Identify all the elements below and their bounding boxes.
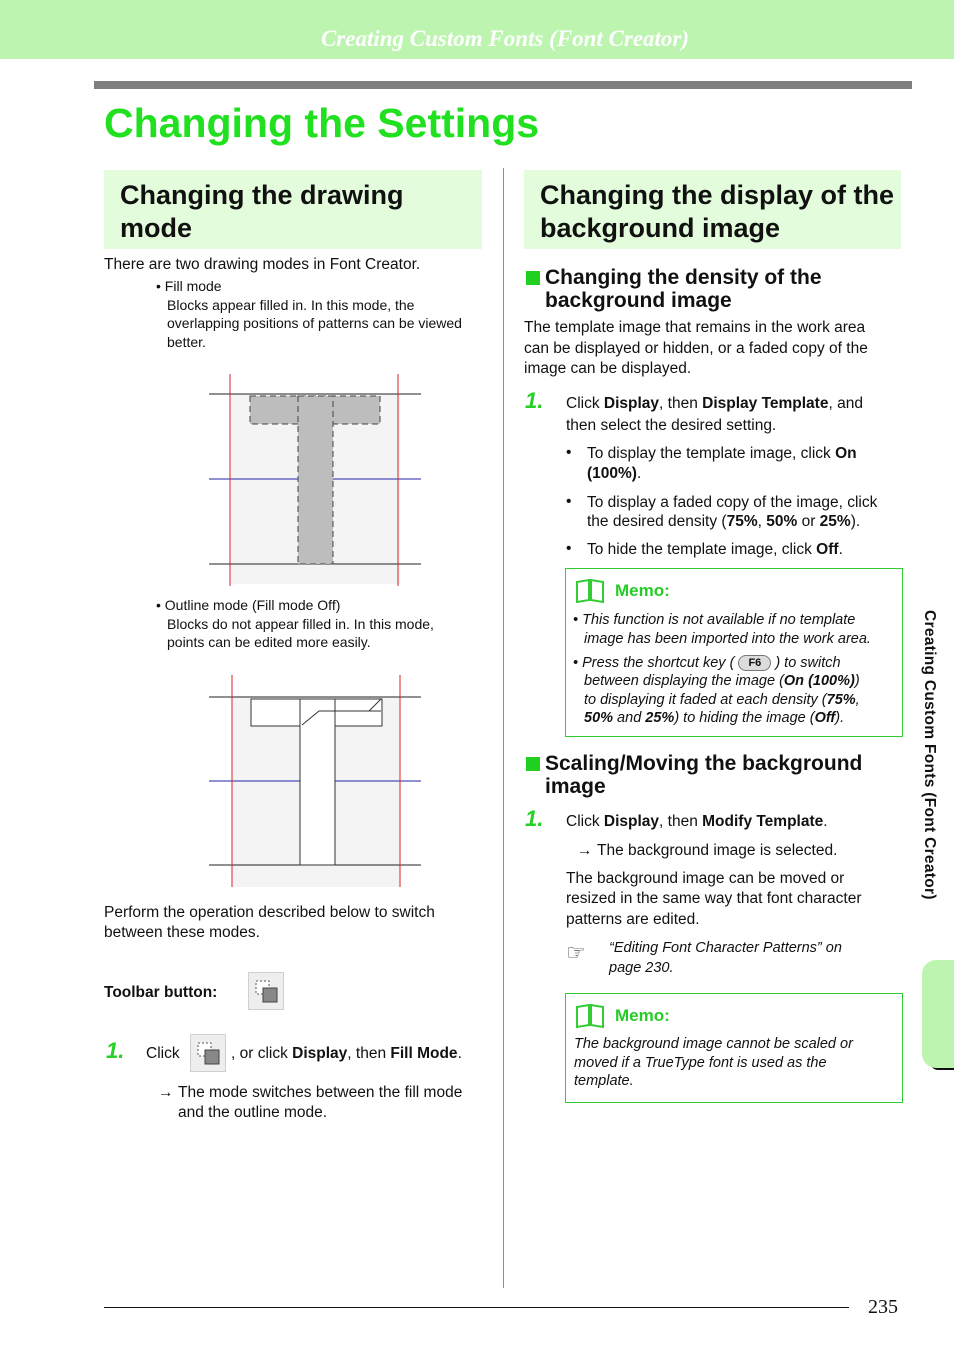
intro-text: There are two drawing modes in Font Creator. xyxy=(104,256,421,273)
fill-mode-illustration xyxy=(209,374,421,586)
header-title: Creating Custom Fonts (Font Creator) xyxy=(320,26,690,51)
memo-bullet-1-line2: image has been imported into the work area. xyxy=(584,631,871,647)
fill-mode-bullet: • Fill mode xyxy=(156,278,222,294)
section-heading-background-image xyxy=(524,170,901,249)
memo-title: Memo: xyxy=(615,1006,670,1025)
bullet-dot: • xyxy=(566,493,572,510)
f6-key: F6 xyxy=(738,655,771,671)
subheading-marker xyxy=(526,271,540,285)
density-para-3: image can be displayed. xyxy=(524,360,692,377)
outline-mode-illustration xyxy=(209,675,421,887)
book-icon xyxy=(575,578,605,604)
memo2-line-3: template. xyxy=(574,1073,634,1089)
memo-bullet-2: • Press the shortcut key ( F6 ) to switch xyxy=(573,655,841,671)
result-arrow: → xyxy=(158,1084,174,1101)
footer-rule xyxy=(104,1307,849,1308)
side-tab-label: Creating Custom Fonts (Font Creator) xyxy=(921,610,938,900)
side-tab[interactable] xyxy=(922,960,954,1068)
bullet-on-100-line2: (100%). xyxy=(587,465,642,482)
bullet-dot: • xyxy=(566,444,572,461)
step2-instruction: Click Display, then Modify Template. xyxy=(566,813,828,830)
fill-mode-icon xyxy=(249,973,283,1009)
subheading-scaling-2: image xyxy=(545,775,606,798)
page-title: Changing the Settings xyxy=(104,100,540,146)
step1-line2: then select the desired setting. xyxy=(566,417,777,434)
step2-para-3: patterns are edited. xyxy=(566,911,700,928)
outline-mode-desc-2: points can be edited more easily. xyxy=(167,634,371,650)
step-number: 1. xyxy=(525,806,544,831)
step-number: 1. xyxy=(525,388,544,413)
section-title-line1: Changing the display of the xyxy=(540,180,895,210)
memo2-line-1: The background image cannot be scaled or xyxy=(574,1036,853,1052)
memo-title: Memo: xyxy=(615,581,670,600)
subheading-marker xyxy=(526,757,540,771)
fill-mode-desc-3: better. xyxy=(167,334,206,350)
perform-text-2: between these modes. xyxy=(104,924,260,941)
bullet-faded: To display a faded copy of the image, click xyxy=(587,494,878,511)
reference-link-1[interactable]: “Editing Font Character Patterns” on xyxy=(609,940,842,956)
fill-mode-toolbar-button[interactable] xyxy=(248,972,284,1010)
step2-para-2: resized in the same way that font character xyxy=(566,890,862,907)
step2-result: The background image is selected. xyxy=(597,842,838,859)
bullet-off: To hide the template image, click Off. xyxy=(587,541,843,558)
section-title-line2: mode xyxy=(120,213,193,243)
column-divider xyxy=(503,168,504,1288)
top-rule xyxy=(94,81,912,89)
subheading-scaling-1: Scaling/Moving the background xyxy=(545,752,863,775)
step2-arrow: → xyxy=(577,842,593,859)
reference-hand-icon: ☞ xyxy=(566,940,586,965)
toolbar-button-label: Toolbar button: xyxy=(104,984,218,1001)
section-title-line1: Changing the drawing xyxy=(120,180,404,210)
fill-mode-desc-1: Blocks appear filled in. In this mode, the xyxy=(167,297,415,313)
section-heading-drawing-mode xyxy=(104,170,482,249)
fill-mode-icon xyxy=(191,1035,225,1071)
fill-mode-inline-button[interactable] xyxy=(190,1034,226,1072)
outline-mode-bullet: • Outline mode (Fill mode Off) xyxy=(156,597,341,613)
bullet-faded-line2: the desired density (75%, 50% or 25%). xyxy=(587,513,861,530)
step1-instruction: Click Display, then Display Template, and xyxy=(566,395,863,412)
step2-para-1: The background image can be moved or xyxy=(566,870,845,887)
section-title-line2: background image xyxy=(540,213,781,243)
memo-bullet-2-line3: to displaying it faded at each density (75%, xyxy=(584,692,860,708)
memo-bullet-1: • This function is not available if no template xyxy=(573,612,856,628)
memo-bullet-2-line2: between displaying the image (On (100%)) xyxy=(584,673,860,689)
page-number: 235 xyxy=(868,1296,898,1318)
reference-link-2[interactable]: page 230. xyxy=(609,960,674,976)
density-para-2: can be displayed or hidden, or a faded copy of the xyxy=(524,340,868,357)
result-text-1: The mode switches between the fill mode xyxy=(178,1084,463,1101)
subheading-density-2: background image xyxy=(545,289,732,312)
fill-mode-desc-2: overlapping positions of patterns can be viewed xyxy=(167,315,462,331)
memo-box-density xyxy=(565,568,903,737)
book-icon xyxy=(575,1003,605,1029)
memo2-line-2: moved if a TrueType font is used as the xyxy=(574,1055,827,1071)
memo-bullet-2-line4: 50% and 25%) to hiding the image (Off). xyxy=(584,710,845,726)
subheading-density-1: Changing the density of the xyxy=(545,266,822,289)
step-number: 1. xyxy=(106,1038,125,1063)
perform-text-1: Perform the operation described below to switch xyxy=(104,904,435,921)
outline-mode-desc-1: Blocks do not appear filled in. In this mode, xyxy=(167,616,434,632)
density-para-1: The template image that remains in the work area xyxy=(524,319,866,336)
bullet-on-100: To display the template image, click On xyxy=(587,445,857,462)
step-instruction: , or click Display, then Fill Mode. xyxy=(231,1045,462,1062)
result-text-2: and the outline mode. xyxy=(178,1104,328,1121)
step-click-text: Click xyxy=(146,1045,180,1062)
bullet-dot: • xyxy=(566,540,572,557)
memo-box-scaling xyxy=(565,993,903,1103)
